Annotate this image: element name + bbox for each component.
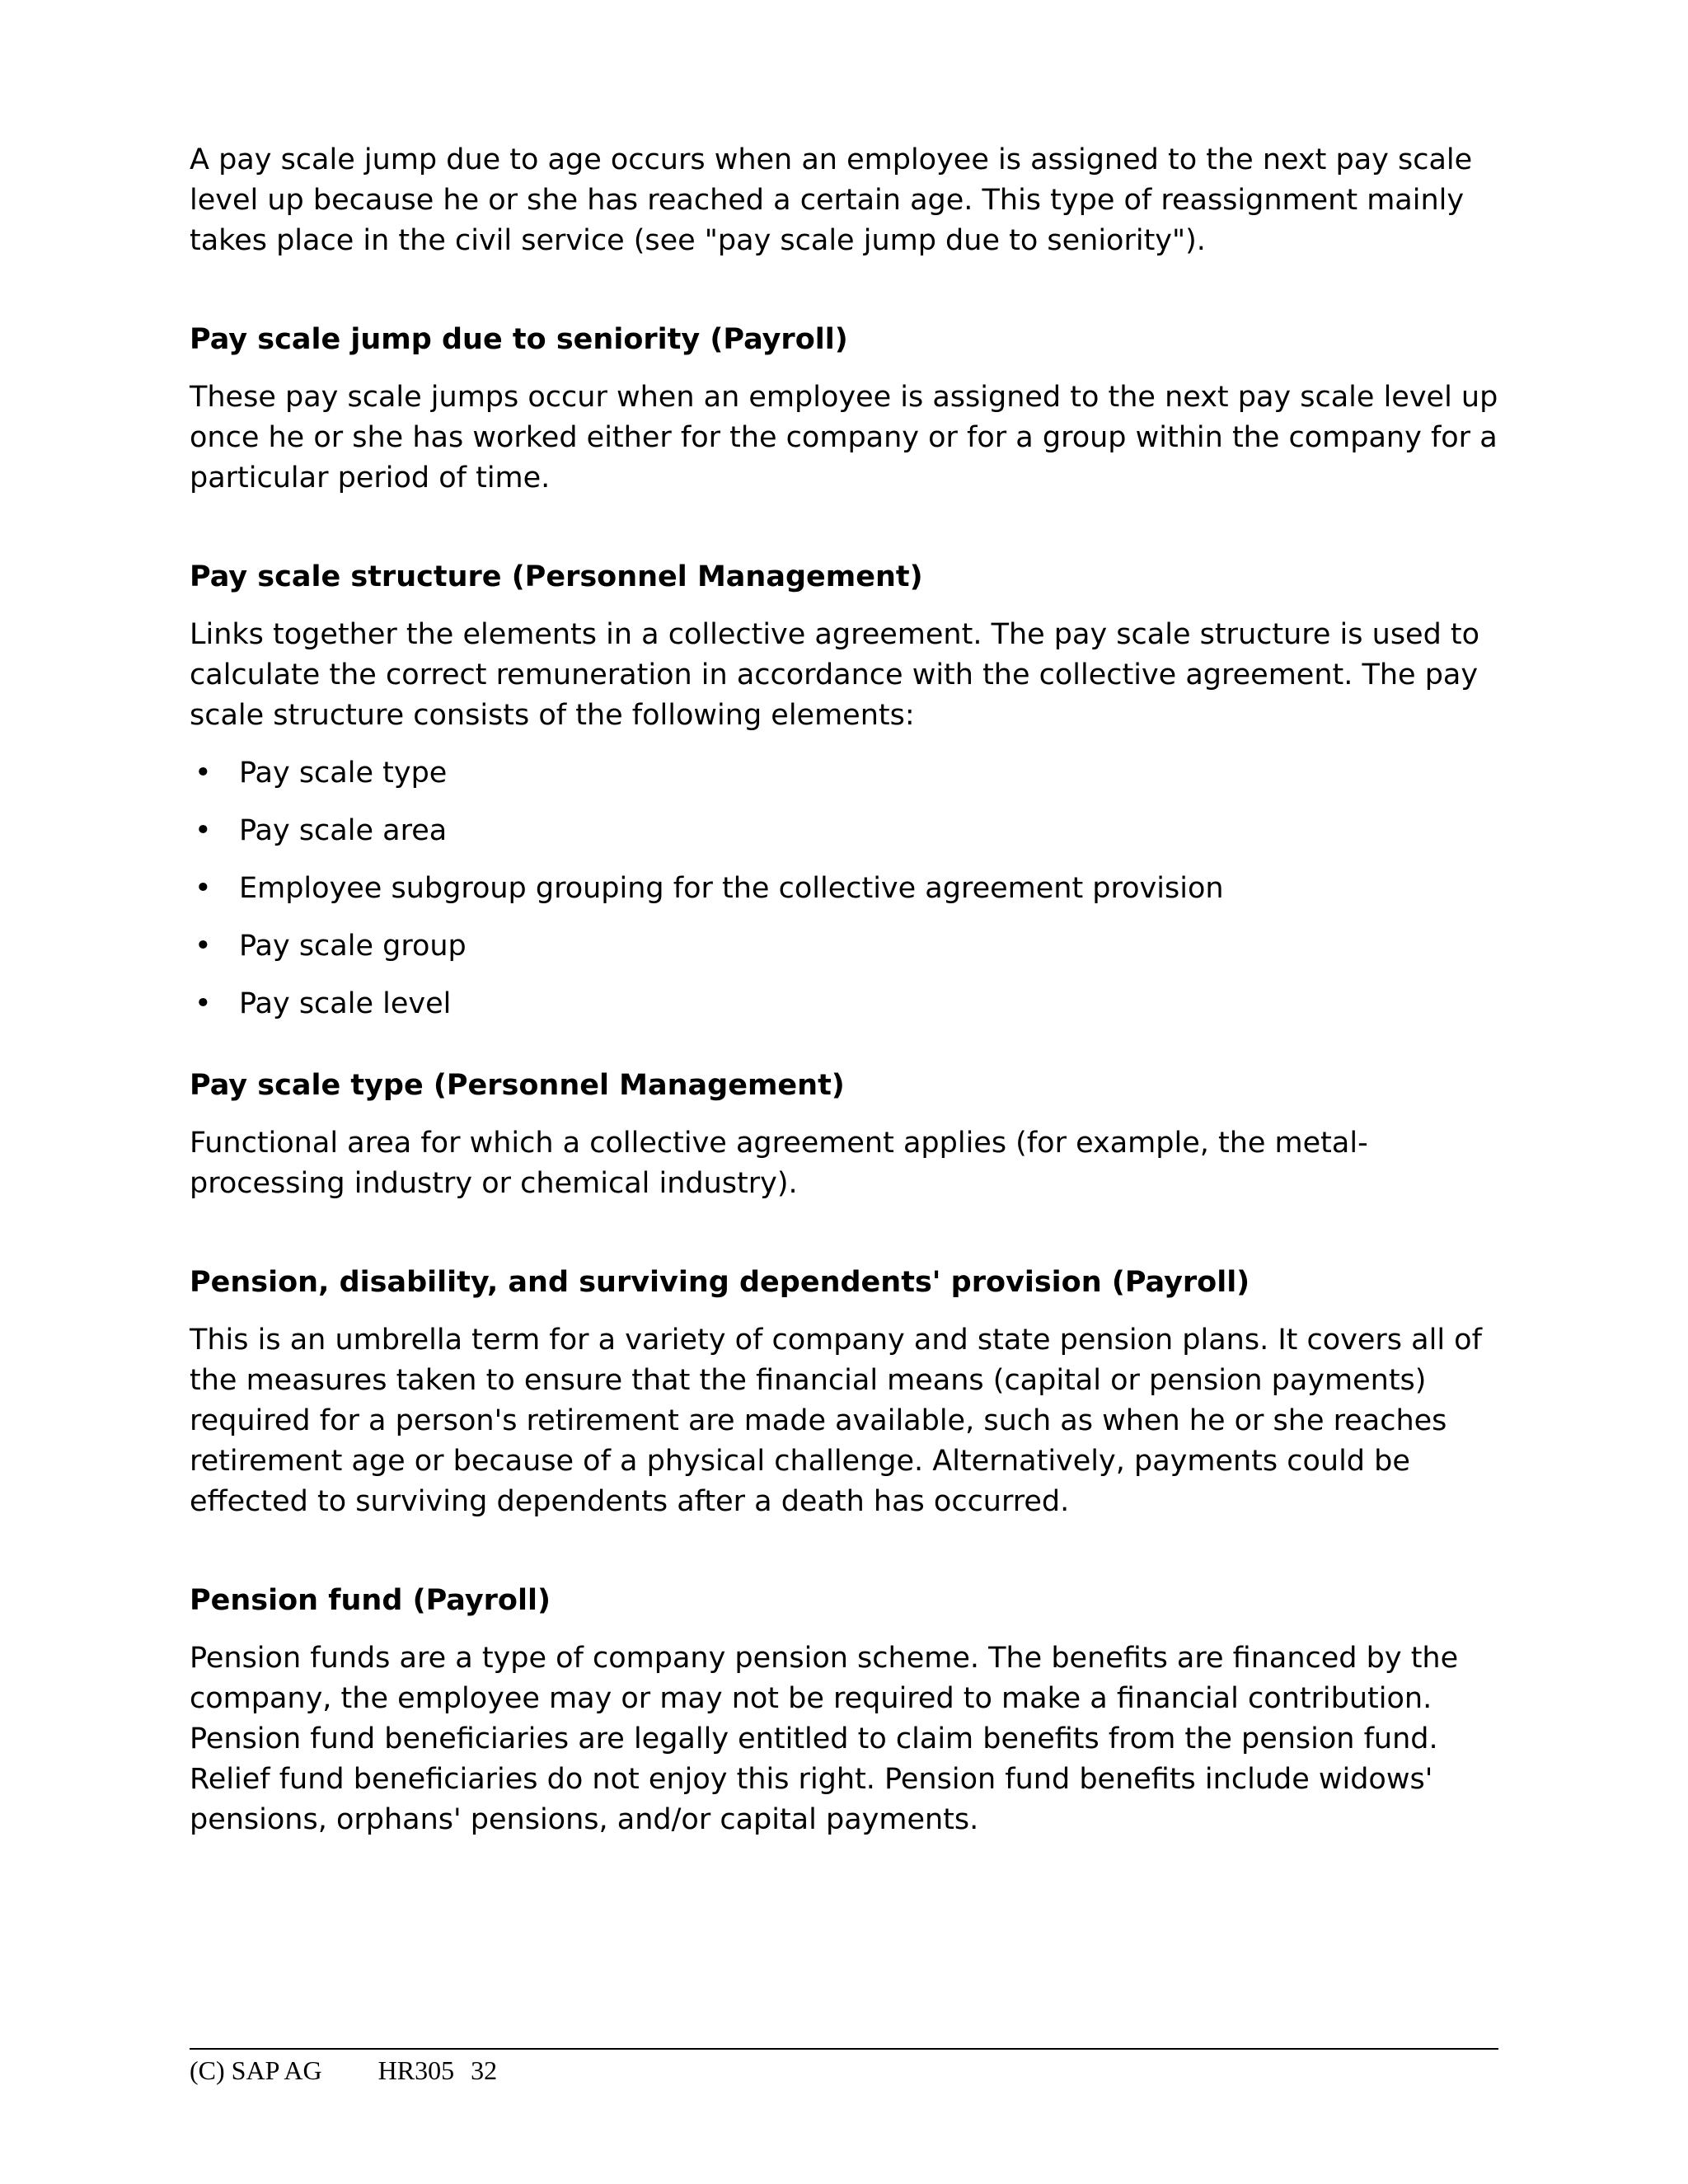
page-footer bbox=[190, 2054, 497, 2087]
list-item-text: Pay scale area bbox=[239, 814, 448, 847]
entry-heading: Pension fund (Payroll) bbox=[190, 1584, 551, 1617]
page-content bbox=[190, 140, 1498, 1840]
entry-definition: Pension funds are a type of company pension scheme. The benefits are financed by the company, the employee may or may not be required to make a financial contribution. Pension fund beneficiaries are legally entitled to claim benefits from the pension fund. Relief fund beneficiaries do not enjoy this right. Pension fund benefits include widows' pensions, orphans' pensions, and/or capital payments. bbox=[190, 1642, 1459, 1836]
entry-definition: Functional area for which a collective agreement applies (for example, the metal-processing industry or chemical industry). bbox=[190, 1127, 1368, 1200]
list-item-text: Employee subgroup grouping for the collective agreement provision bbox=[239, 872, 1224, 905]
intro-paragraph: A pay scale jump due to age occurs when an employee is assigned to the next pay scale level up because he or she has reached a certain age. This type of reassignment mainly takes place in the civil service (see "pay scale jump due to seniority"). bbox=[190, 143, 1473, 257]
bullet-icon: • bbox=[195, 757, 212, 790]
element-list bbox=[190, 753, 1498, 1024]
list-item bbox=[190, 869, 1498, 909]
list-item bbox=[190, 984, 1498, 1024]
list-item bbox=[190, 753, 1498, 794]
entry-heading: Pay scale structure (Personnel Management) bbox=[190, 560, 923, 593]
glossary-entry-pension-fund bbox=[190, 1581, 1498, 1840]
glossary-entry-seniority bbox=[190, 320, 1498, 499]
glossary-entry-pay-scale-structure bbox=[190, 557, 1498, 1024]
list-item bbox=[190, 811, 1498, 851]
footer-copyright: (C) SAP AG bbox=[190, 2055, 322, 2085]
entry-heading: Pay scale jump due to seniority (Payroll) bbox=[190, 323, 848, 356]
entry-definition: These pay scale jumps occur when an employee is assigned to the next pay scale level up once he or she has worked either for the company or for a group within the company for a particular period of time. bbox=[190, 381, 1498, 494]
bullet-icon: • bbox=[195, 930, 212, 963]
bullet-icon: • bbox=[195, 872, 212, 905]
entry-definition: Links together the elements in a collective agreement. The pay scale structure is used to calculate the correct remuneration in accordance with the collective agreement. The pay scale structure consists of the following elements: bbox=[190, 618, 1480, 732]
entry-heading: Pay scale type (Personnel Management) bbox=[190, 1069, 845, 1102]
footer-course-code: HR305 bbox=[377, 2055, 455, 2085]
bullet-icon: • bbox=[195, 814, 212, 847]
footer-divider bbox=[190, 2048, 1498, 2050]
entry-heading: Pension, disability, and surviving dependents' provision (Payroll) bbox=[190, 1266, 1250, 1299]
bullet-icon: • bbox=[195, 987, 212, 1020]
entry-definition: This is an umbrella term for a variety of company and state pension plans. It covers all of the measures taken to ensure that the financial means (capital or pension payments) required for a person's retirement are made available, such as when he or she reaches retirement age or because of a physical challenge. Alternatively, payments could be effected to surviving dependents after a death has occurred. bbox=[190, 1324, 1482, 1518]
list-item-text: Pay scale level bbox=[239, 987, 452, 1020]
list-item-text: Pay scale group bbox=[239, 930, 467, 963]
glossary-entry-pay-scale-type bbox=[190, 1066, 1498, 1204]
list-item bbox=[190, 926, 1498, 967]
list-item-text: Pay scale type bbox=[239, 757, 448, 790]
glossary-entry-pension-provision bbox=[190, 1263, 1498, 1522]
footer-page-number: 32 bbox=[471, 2055, 498, 2085]
